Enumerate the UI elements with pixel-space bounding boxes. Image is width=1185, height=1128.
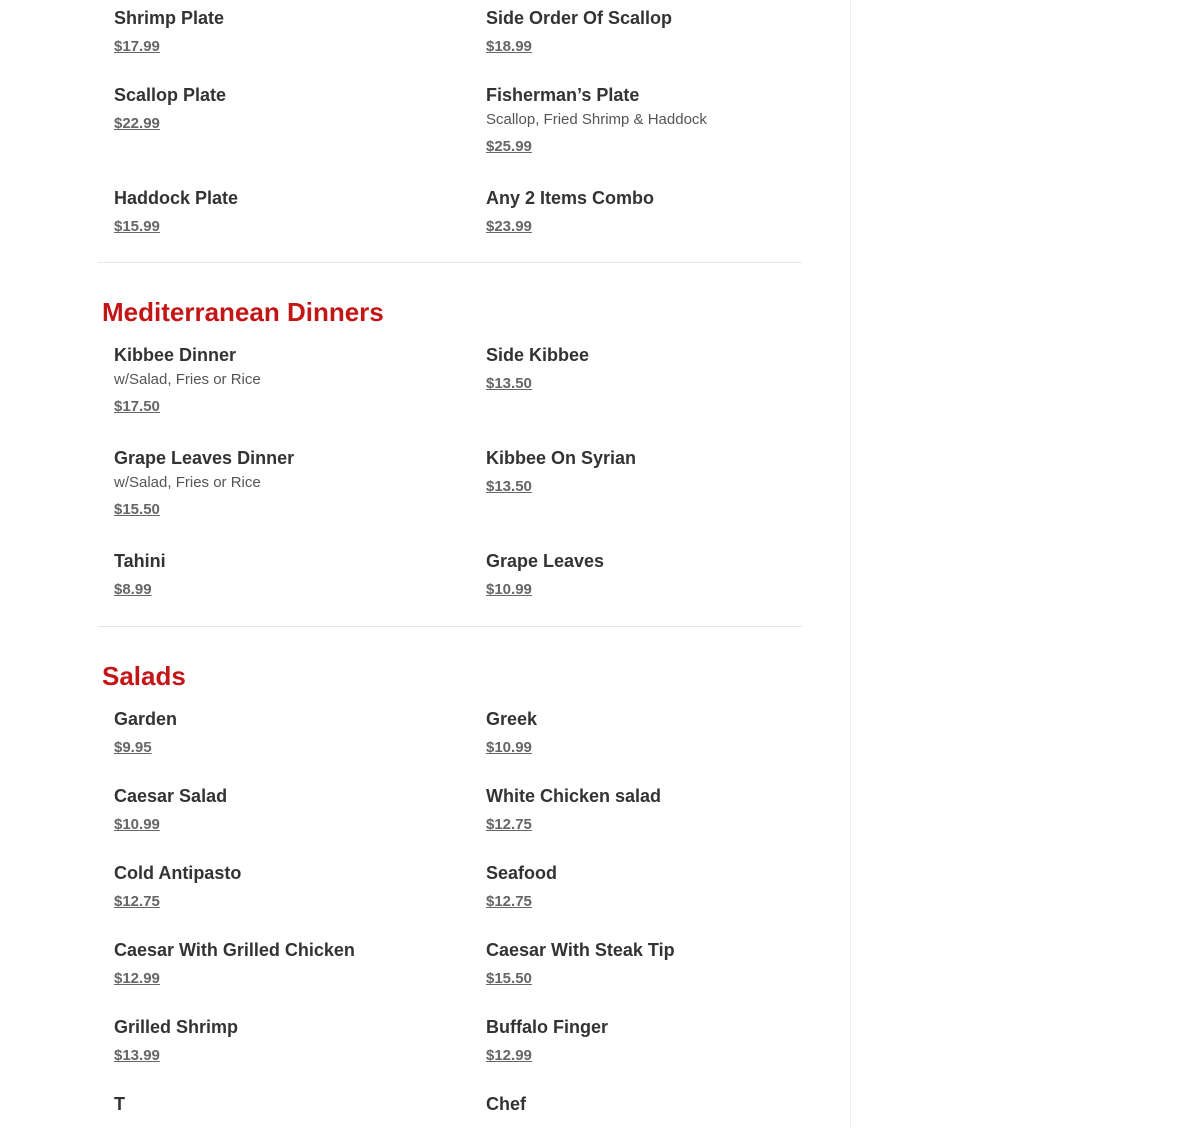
menu-grid: [98, 344, 802, 626]
item-description: Scallop, Fried Shrimp & Haddock: [486, 111, 707, 128]
menu-item: [114, 1093, 486, 1128]
menu-grid: [98, 708, 802, 1128]
item-name: T: [114, 1094, 125, 1114]
menu-item: [114, 7, 486, 84]
item-name: Kibbee Dinner: [114, 345, 237, 365]
item-price-link[interactable]: $12.75: [486, 893, 532, 910]
section-mediterranean-dinners: [98, 263, 802, 627]
item-name: Side Order Of Scallop: [486, 8, 673, 28]
item-price-link[interactable]: $10.99: [114, 816, 160, 833]
menu-content: [98, 0, 802, 1128]
menu-item: [486, 1016, 818, 1093]
menu-item: [486, 862, 818, 939]
item-name: Grilled Shrimp: [114, 1017, 239, 1037]
menu-item: [486, 708, 818, 785]
item-name: Fisherman’s Plate: [486, 85, 640, 105]
menu-item: [486, 447, 818, 550]
item-price-link[interactable]: $17.50: [114, 398, 160, 415]
item-name: Seafood: [486, 863, 558, 883]
menu-item: [486, 84, 818, 187]
item-price-link[interactable]: $12.75: [486, 816, 532, 833]
item-price-link[interactable]: $17.99: [114, 38, 160, 55]
item-name: Chef: [486, 1094, 526, 1114]
menu-item: [114, 447, 486, 550]
item-price-link[interactable]: $12.75: [114, 893, 160, 910]
item-price-link[interactable]: $10.99: [486, 739, 532, 756]
item-name: Cold Antipasto: [114, 863, 242, 883]
item-price-link[interactable]: $10.99: [486, 581, 532, 598]
item-name: Kibbee On Syrian: [486, 448, 637, 468]
item-price-link[interactable]: $22.99: [114, 115, 160, 132]
menu-item: [486, 1093, 818, 1128]
menu-item: [486, 187, 818, 262]
menu-item: [114, 84, 486, 187]
menu-item: [486, 939, 818, 1016]
item-name: Caesar With Steak Tip: [486, 940, 675, 960]
section-title: Salads: [102, 661, 186, 691]
item-name: Haddock Plate: [114, 188, 239, 208]
section-salads: [98, 627, 802, 1128]
sidebar-divider: [850, 0, 851, 1128]
item-price-link[interactable]: $13.50: [486, 375, 532, 392]
menu-item: [114, 785, 486, 862]
item-name: Side Kibbee: [486, 345, 590, 365]
section-seafood-plates: [98, 0, 802, 263]
item-description: w/Salad, Fries or Rice: [114, 474, 261, 491]
item-name: Buffalo Finger: [486, 1017, 608, 1037]
menu-grid: [98, 7, 802, 262]
menu-item: [114, 862, 486, 939]
item-price-link[interactable]: $15.50: [486, 970, 532, 987]
item-name: Grape Leaves Dinner: [114, 448, 295, 468]
menu-item: [486, 550, 818, 626]
item-price-link[interactable]: $23.99: [486, 218, 532, 235]
item-name: Any 2 Items Combo: [486, 188, 655, 208]
item-price-link[interactable]: $18.99: [486, 38, 532, 55]
item-description: w/Salad, Fries or Rice: [114, 371, 261, 388]
item-name: Greek: [486, 709, 538, 729]
item-price-link[interactable]: $25.99: [486, 138, 532, 155]
section-title: Mediterranean Dinners: [102, 297, 384, 327]
item-price-link[interactable]: $8.99: [114, 581, 152, 598]
menu-item: [114, 550, 486, 626]
item-name: White Chicken salad: [486, 786, 662, 806]
item-name: Garden: [114, 709, 178, 729]
item-name: Grape Leaves: [486, 551, 605, 571]
item-price-link[interactable]: $15.50: [114, 501, 160, 518]
item-name: Scallop Plate: [114, 85, 227, 105]
item-price-link[interactable]: $13.99: [114, 1047, 160, 1064]
menu-item: [486, 7, 818, 84]
item-name: Caesar With Grilled Chicken: [114, 940, 355, 960]
menu-item: [114, 187, 486, 262]
menu-item: [114, 708, 486, 785]
item-name: Shrimp Plate: [114, 8, 225, 28]
menu-item: [114, 939, 486, 1016]
item-price-link[interactable]: $13.50: [486, 478, 532, 495]
item-price-link[interactable]: $12.99: [486, 1047, 532, 1064]
item-name: Caesar Salad: [114, 786, 228, 806]
menu-item: [486, 344, 818, 447]
item-name: Tahini: [114, 551, 166, 571]
item-price-link[interactable]: $9.95: [114, 739, 152, 756]
menu-item: [114, 344, 486, 447]
item-price-link[interactable]: $12.99: [114, 970, 160, 987]
item-price-link[interactable]: $15.99: [114, 218, 160, 235]
menu-item: [486, 785, 818, 862]
menu-item: [114, 1016, 486, 1093]
